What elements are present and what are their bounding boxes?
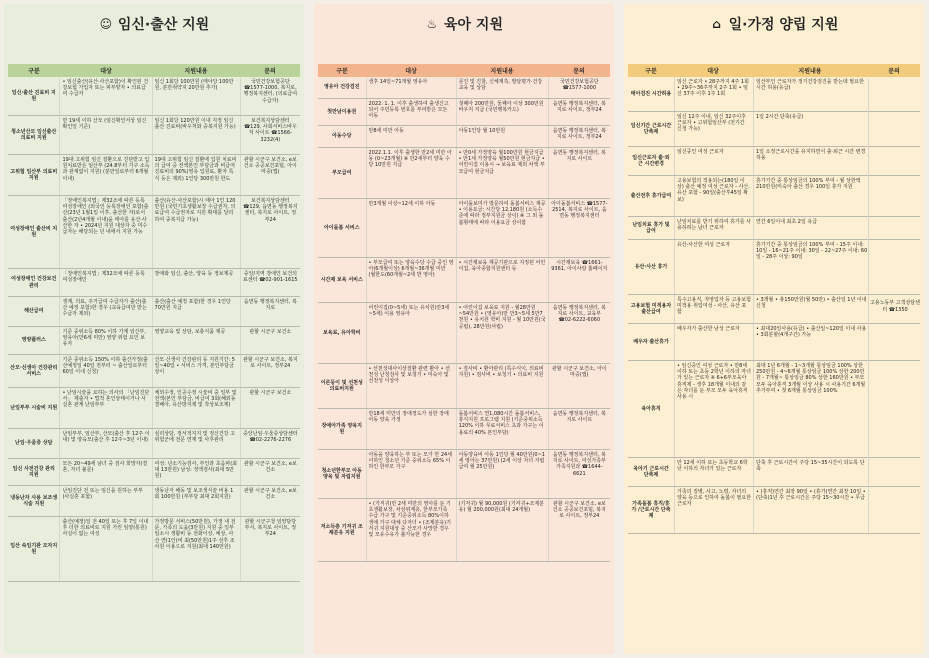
table-row bbox=[8, 269, 300, 297]
row-category: 냉동난자 사용 보조생식술 지원 bbox=[8, 486, 60, 516]
row-target: 가족의 질병, 사고, 노령, 자녀의 양육 등으로 인하여 돌봄이 필요한 근로자 bbox=[675, 487, 754, 533]
header-cell: 대상 bbox=[100, 68, 112, 75]
row-category: 출산전후 휴가급여 bbox=[628, 176, 675, 216]
panel-title bbox=[624, 4, 924, 44]
row-target: 만 19세 이하 산모 (임신확인서상 임신확인일 기준) bbox=[60, 116, 152, 154]
row-contact: 읍면동 행정복지센터, 복지로 사이트 bbox=[552, 150, 606, 163]
row-support: • 시간제보육 제공기관으로 지정된 어린이집, 육아종합지원센터 등 bbox=[457, 258, 549, 302]
row-support: 임신 1회당 100만원 (태아당 100만원, 분만취약지 20만원 추가) bbox=[153, 77, 241, 115]
row-support: 임산부인 근로자가 정기건강검진을 받는데 필요한 시간 허용(유급) bbox=[756, 79, 864, 92]
row-support: 체외수정, 인공수정 시술비 중 일부 및 전액(본인 부담금, 비급여 3회(해외동결배아, 유산방지제 및 착상보조제) bbox=[153, 388, 241, 428]
merged-contact: 고용노동부 고객상담센터 ☎1350 bbox=[868, 78, 921, 535]
table-row bbox=[318, 499, 610, 562]
row-contact: 국민건강보험공단 ☎1577-1000, 복지로, 행정복지센터, (의료급여 수급자) bbox=[243, 79, 298, 104]
row-target: 유산·사산한 여성 근로자 bbox=[675, 240, 754, 294]
row-target: • 선천성대사이상질환 관련 환아 • 선천성 난청검사 및 보청기 • 미숙아 및 선천성 이상아 bbox=[367, 364, 457, 408]
panel-title-text: 임신·출산 지원 bbox=[117, 17, 210, 33]
row-target: 기준 중위소득 80% 이하 가계 임산부, 영유아(만6세 미만) 영양 위험 요인 보유자 bbox=[60, 327, 152, 354]
row-category: 임신근로자 출·퇴근 시간변경 bbox=[628, 147, 675, 175]
row-target: 모든 20~49세 남녀 중 검사 희망자(결혼, 자녀 불문) bbox=[60, 459, 152, 485]
row-category: 난임부부 시술비 지원 bbox=[8, 388, 60, 428]
row-category: 육아기 근로시간 단축제 bbox=[628, 458, 675, 486]
row-category: 아이돌봄 서비스 bbox=[318, 199, 367, 257]
row-category: 임산 속임기관 모자지원 bbox=[8, 517, 60, 581]
panel-title-text: 일·가정 양립 지원 bbox=[728, 17, 839, 33]
row-target: • 부모급여 또는 양육수당 수급 중인 영아(6개월이상) 6개월~36개월 미만 (월한도(60개월~2세 반 영아) bbox=[367, 258, 457, 302]
row-support: (기저귀) 월 90,000원 (기저귀+조제분유) 월 200,000원(최대 24개월) bbox=[457, 499, 549, 561]
row-category: 장애아가족 양육지원 bbox=[318, 409, 367, 449]
table-header bbox=[8, 64, 300, 77]
row-support: • 어린이집 보육료 지원 - 월28만원~54만원 • (영유아)만 만3~5세 5만7천원 • 유치원 학비 지원 - 월 10만원(국공립), 28만원(사립) bbox=[457, 303, 549, 363]
row-contact: 중앙난임·우울증상담센터 ☎02-2276-2276 bbox=[242, 431, 298, 444]
row-target: 만18세 미만의 장애정도가 심한 장애아동 양육 가정 bbox=[367, 409, 457, 449]
row-support: 가정방문 서비스(50만원), 가정 내 전문, 가족의 도움(3만원) 지원 중 일부 임소시 생활비 등 전화이상, 예상, 사산 연(1인(비 최(50만원)1주 선후 조사원 이용으로 지원(최대 140만원) bbox=[153, 517, 241, 581]
row-contact: 보건복지상담센터 ☎129, 읍면동 행정복지센터, 복지로 사이트, 정부24 bbox=[243, 198, 298, 223]
row-category: 가족돌봄 휴직/휴가 /근로시간 단축제 bbox=[628, 487, 675, 533]
header-cell: 지원내용 bbox=[490, 68, 514, 75]
row-category: 배우자 출산휴가 bbox=[628, 324, 675, 360]
row-contact: 읍면동 행정복지센터, 복지로 사이트, 정부24 bbox=[552, 128, 606, 141]
row-support: 임신 1회당 120만원 이내 지정 임신출산 진료비(바우처와 중복지원 가능) bbox=[153, 116, 241, 154]
header-cell: 문의 bbox=[264, 68, 276, 75]
row-support: 출산(출산 예정 포함)한 경우 1인당 70만원 지급 bbox=[153, 297, 241, 326]
row-target: 생계, 의료, 주거급여 수급자가 출산(출산 예정 포함)한 경우 (교육급여만 받는 수급자 제외) bbox=[60, 297, 152, 326]
row-category: 청소년한부모 아동양육 및 자립지원 bbox=[318, 450, 367, 498]
row-support: 연간 6일이내 최초 2일 유급 bbox=[756, 219, 818, 225]
row-support: 산모·신생아 건강관리 등 지원기간: 5일~40일 • 서비스 가격, 본인부담금 상이 bbox=[153, 355, 241, 387]
row-target: 출산(예정)일 전 40일 또는 후 7일 이내 후 더한 의료비로 지원 가린 임양(통원) 사실이 없는 여성 bbox=[60, 517, 152, 581]
table-row bbox=[8, 486, 300, 517]
row-category: 고위험 임산부 의료비 지원 bbox=[8, 155, 60, 195]
row-support: 영양교육 및 상담, 보충식품 제공 bbox=[153, 327, 241, 354]
row-support: 단축 후 근로시간이 주당 15~35시간이 되도록 단축 bbox=[756, 460, 865, 473]
table-row bbox=[318, 77, 610, 99]
row-category: 난임치료 휴가 및 급여 bbox=[628, 217, 675, 239]
row-contact: 관할 시군구 보건소 bbox=[249, 390, 292, 396]
header-cell: 구분 bbox=[336, 68, 348, 75]
row-target: 19대 고위험 임신 질환으로 진단받고 입원치료받은 임산부 (24.8부터 기구 소득과 관계없이 지원) (분만일로부터 6개월 이내) bbox=[60, 155, 152, 195]
row-category: 보육료, 유아학비 bbox=[318, 303, 367, 363]
table-row bbox=[8, 155, 300, 196]
table-row bbox=[8, 459, 300, 486]
row-target: 2022. 1. 1. 이후 출생하여 출생신고 되어 주민등록 번호를 부여받은 모든 아동 bbox=[367, 99, 457, 125]
row-target: 2022.1.1. 이후 출생한 만2세 미만 아동 (0~23개월) ※ 만2세부터 양육 수당 10만원 지급 bbox=[367, 148, 457, 198]
row-support: 최대 1년 6개월 - 1~3개월 통상임금 100% 상한 250만원 - 4~6개월 통상임금 100% 상한 200만원 - 7개월~ 통상임금 80% 상한 160만원 • 부모 모두 육아휴직 3개월 이상 사용 시 사용기간 6개월 추가부여 • 첫 6개월 통상임금 100% bbox=[756, 363, 866, 394]
row-contact: 관할 시군구 보건소, e보건소 공공보건포털, 복지로 사이트, 정부24 bbox=[552, 501, 606, 520]
row-target: • 임신중인 여성 근로자 • 만8세 이하 또는 초등 2학년 이하의 자녀가 있는 근로자 ※ 6+6부모육아휴직제 - 생후 18개월 이내의 같은 자녀를 둔 부모 모두 육아휴직 사용 시 bbox=[675, 361, 754, 457]
row-support: 휴가기간 중 통상임금의 100% 부여 - 월 상한액 210만원(미숙아 출산 경우 100일 휴가 지원 bbox=[756, 178, 861, 191]
panel-work-family bbox=[624, 4, 924, 654]
row-target: 기준 중위소득 150% 이하 출산가정(출산예정일 40일 전부터 ~ 출산일로부터 60일 이내 신청) bbox=[60, 355, 152, 387]
table-row bbox=[8, 355, 300, 388]
row-contact: 읍면동 행정복지센터, 복지로 사이트, 정부24 bbox=[552, 101, 606, 114]
row-category: 첫만남이용권 bbox=[318, 99, 367, 125]
table-row bbox=[8, 196, 300, 269]
row-target: 어린이집(0~5세) 또는 유치원(만3세~5세) 이용 영유아 bbox=[367, 303, 457, 363]
row-support: 여성: 난소기능검사, 부인과 초음파(최대 13만원) 남성: 정액검사(최대 5만원) bbox=[153, 459, 241, 485]
header-cell: 문의 bbox=[573, 68, 585, 75]
row-target: 임신 12주 이내, 임신 32주이후 근로자 • 고위험임산부 (전기간 신청 가능) bbox=[675, 112, 754, 146]
row-target: • (기저귀)만 2세 미만의 영아를 둔 기초생활보장, 차상위계층, 한부모가족 수급 가구 및 기준중위소득 80%이하 생애 가구 대체 다자녀 • (조제분유)기저귀 지원대상 중 산모가 사망한 경우 및 모유수유가 불가능한 경우 bbox=[367, 499, 457, 561]
row-support: • 3개월 • 총150만원(월 50만) • 출산일 1년 이내 신청 bbox=[756, 297, 867, 310]
row-support: 1일 소정근로시간을 유지하면서 출·퇴근 시간 변경 허용 bbox=[756, 149, 866, 162]
row-category: 여성장애인 출산비 지원 bbox=[8, 196, 60, 268]
row-contact: 관할 시군구청 임양담당부서, 복지로 사이트, 정부24 bbox=[244, 519, 297, 538]
row-contact: 보건복지상담센터 ☎129, 사회서비스바우처 사이트 ☎1566-3232(4) bbox=[243, 118, 297, 143]
table-row bbox=[8, 297, 300, 327]
table-row bbox=[318, 199, 610, 258]
row-contact: 읍면동 행정복지센터, 복지로 사이트, 교육부 ☎02-6222-6060 bbox=[552, 305, 606, 324]
row-category: 육아휴직 bbox=[628, 361, 675, 457]
row-contact: 국민건강보험공단 ☎1577-1000 bbox=[559, 79, 599, 92]
row-category: 이른둥이 및 선천성 의료비지원 bbox=[318, 364, 367, 408]
row-support: • 만0세 가정양육 월100만원 현금지급 • 만1세 가정양육 월50만원 현금지급 • 어린이집 이용시 → 보육료 제외 차액 부모급여 현금지급 bbox=[457, 148, 549, 198]
table-header bbox=[628, 64, 920, 77]
row-category: 영양플러스 bbox=[8, 327, 60, 354]
row-target: 특수고용직, 자영업자 등 고용보험 미적용 취업여성 - 사산, 유산 포함 bbox=[675, 295, 754, 323]
row-category: 유산·사산 휴가 bbox=[628, 240, 675, 294]
row-contact: 관할 시군구 보건소, e보건소 bbox=[243, 488, 297, 501]
row-support: • 검사비 • 환아관리 (특수식이, 의료비 지원) • 검사비 • 보청기 • 의료비 지원 bbox=[457, 364, 549, 408]
row-target: 「장애인복지법」제32조에 따른 등록 여성장애인 bbox=[60, 269, 152, 296]
baby-bottle-icon: ♨ bbox=[426, 17, 438, 31]
row-support: 1일 2시간 단축(유급) bbox=[756, 114, 804, 120]
row-support: 19대 고위험 임신 질환에 입원 치료비의 급여 중 전액본인 부담금과 비급여 진료비의 90%(영유 입원료, 환자 특식 등은 제외) 1인당 300만원 한도 bbox=[153, 155, 241, 195]
header-cell: 지원내용 bbox=[184, 68, 208, 75]
row-category: 난임·우울증 상담 bbox=[8, 429, 60, 458]
header-cell: 대상 bbox=[405, 68, 417, 75]
row-category: 해산급여 bbox=[8, 297, 60, 326]
row-contact: 관할 시군구 보건소 bbox=[249, 329, 292, 335]
row-support: • (휴직)연간 최장 90일 • (휴가)연간 최장 10일 • (단축)1년 후 근로시간은 주당 15~30시간 • 무급 bbox=[756, 489, 866, 502]
row-target: 고용보험의 적용되는(180일 이상) 출산 예정 여성 근로자 - 사산, 유산 포함 - 90일(출산후45일 확보) bbox=[675, 176, 754, 216]
table-row bbox=[318, 99, 610, 126]
table-row bbox=[318, 303, 610, 364]
row-target: 「장애인복지법」제32조에 따른 등록 여성장애인 (외국인 등록장애인 포함)출산(23년 1월1일 이후, 출산한 자)로서 출산(2년4개월 이내)을 태아를 유산·사산한 자 • 2024년 지원 대상자 중 미수급자는 해당되는 년 내에서 지원 가능 bbox=[60, 196, 152, 268]
row-category: 태아검진 시간허용 bbox=[628, 77, 675, 111]
table-row bbox=[318, 409, 610, 450]
row-target: • 난임시술을 요하는 의사의 「난임진단서」 제출자 • 법적 혼인상태이거나 사실혼 관계 난임부부 bbox=[60, 388, 152, 428]
row-support: 장애와 임신, 출산, 양육 등 정보제공 bbox=[153, 269, 241, 296]
row-contact: 관할 시군구 보건소, 아이마중(앱) bbox=[551, 366, 607, 379]
panel-childcare bbox=[314, 4, 614, 654]
row-target: 아동을 양육하는 부 또는 모가 만 24세 이하인 청소년 기준 중위소득 65% 이하인 한부모 가구 bbox=[367, 450, 457, 498]
table-row bbox=[318, 126, 610, 148]
row-target: 배우자가 출산한 남성 근로자 bbox=[675, 324, 754, 360]
table-row bbox=[8, 388, 300, 429]
table-row bbox=[318, 450, 610, 499]
table-childcare bbox=[318, 64, 610, 562]
table-row bbox=[8, 517, 300, 582]
row-category: 고용보험 미적용자 출산급여 bbox=[628, 295, 675, 323]
table-row bbox=[8, 327, 300, 355]
row-support: 문진 및 진찰, 신체계측, 발달평가·건강교육 및 상담 bbox=[457, 77, 549, 98]
row-category: 아동수당 bbox=[318, 126, 367, 147]
table-row bbox=[318, 364, 610, 409]
row-category: 부모급여 bbox=[318, 148, 367, 198]
row-support: 휴가기간 중 통상임금의 100% 부여 - 15주 이내: 10일 - 16~21주 이내: 30일 - 22~27주 이내: 60일 - 28주 이상: 90일 bbox=[756, 242, 868, 261]
panel-pregnancy bbox=[4, 4, 304, 654]
row-support: • 최대20일사용(유급) • 출산일~120일 이내 사용 • 3회분할(4개구간) 가능 bbox=[756, 326, 867, 339]
header-cell: 지원내용 bbox=[798, 68, 822, 75]
row-contact: 읍면동 행정복지센터, 복지로 bbox=[243, 299, 297, 312]
row-category: 임신 사전건강 관리 지원 bbox=[8, 459, 60, 485]
table-header bbox=[318, 64, 610, 77]
row-contact: 아이돌봄서비스 ☎1577-2514, 복지로 사이트, 읍면동 행정복지센터 bbox=[551, 201, 608, 220]
table-row bbox=[8, 116, 300, 155]
header-cell: 구분 bbox=[645, 68, 657, 75]
panel-title bbox=[4, 4, 304, 44]
row-category: 임신·출산 진료비 지원 bbox=[8, 77, 60, 115]
row-support: 심리상담, 정서적지지 및 정신건강 고위험군에 전문 연계 및 사후관리 bbox=[153, 429, 241, 458]
row-category: 임신기간 근로시간 단축제 bbox=[628, 112, 675, 146]
row-category: 여성장애인 건강보건 관리 bbox=[8, 269, 60, 296]
panel-title bbox=[314, 4, 614, 44]
house-icon: ⌂ bbox=[712, 17, 721, 31]
row-target: 만3개월 이상~12세 이하 아동 bbox=[367, 199, 457, 257]
row-target: 난임치료를 받기 위하여 휴가를 사용하려는 남녀 근로자 bbox=[675, 217, 754, 239]
row-support: 아동1인당 월 10만원 bbox=[457, 126, 549, 147]
row-category: 시간제 보육 서비스 bbox=[318, 258, 367, 302]
row-category: 영유아 건강검진 bbox=[318, 77, 367, 98]
table-row bbox=[318, 258, 610, 303]
row-target: 만8세 미만 아동 bbox=[367, 126, 457, 147]
row-contact: 시간제보육 ☎1661-9361, 아이사랑 홈페이지 bbox=[551, 260, 608, 273]
row-target: 난임부부, 임산부, 산모(출산 후 12주 이내) 및 양육모(출산 후 12주~3년 이내) bbox=[60, 429, 152, 458]
row-support: 아동양육비 아동 1인당 월 40만원(0~1세 영아는 37만원) (2세 이상 자녀 자립급여 월 25만원) bbox=[457, 450, 549, 498]
header-cell: 대상 bbox=[707, 68, 719, 75]
table-pregnancy bbox=[8, 64, 300, 582]
row-target: • 임신출산(유산·사산포함)이 확인된 건강보험 가입자 또는 피부양자 • 의료급여 수급자 bbox=[60, 77, 152, 115]
row-target: 임신중인 여성 근로자 bbox=[675, 147, 754, 175]
row-contact: 중앙/지역 장애인 보건의료센터 ☎02-901-1615 bbox=[243, 271, 298, 284]
header-cell: 구분 bbox=[28, 68, 40, 75]
row-target: 생후 14일~71개월 영유아 bbox=[367, 77, 457, 98]
row-contact: 읍면동 행정복지센터, 복지로 사이트 bbox=[552, 411, 606, 424]
row-category: 저소득층 기저귀 조제분유 지원 bbox=[318, 499, 367, 561]
table-row bbox=[8, 429, 300, 459]
row-target: 만 12세 이하 또는 초등학교 6학년 이하의 자녀가 있는 근로자 bbox=[675, 458, 754, 486]
row-support: 냉동난자 해동 및 보조생식술 비용 1회 100만원 (부부당 최대 2회지원) bbox=[153, 486, 241, 516]
row-support: 돌봄서비스 연1,080시간 돌봄서비스, 휴식지원 프로그램 지원 (기준중위소득 120% 이하 무료서비스 초과 가구는 이용료의 40% 본인부담) bbox=[457, 409, 549, 449]
table-row bbox=[8, 77, 300, 116]
table-row bbox=[318, 148, 610, 199]
pregnant-icon: ☺ bbox=[99, 17, 113, 31]
row-support: 첫째아 200만원, 둘째아 이상 300만원 바우처 지급 (국민행복카드) bbox=[457, 99, 549, 125]
row-category: 청소년산모 임신출산 의료비 지원 bbox=[8, 116, 60, 154]
row-category: 산모·신생아 건강관리 서비스 bbox=[8, 355, 60, 387]
row-target: 난임진단 전 또는 임신을 원하는 부부(사실혼 포함) bbox=[60, 486, 152, 516]
row-target: 임신 근로자 • 28주까지 4주 1회 • 29주~36주까지 2주 1회 • 임신 37주 이후 1주 1회 bbox=[675, 77, 754, 111]
row-contact: 관할 시군구 보건소, e보건소 공공보건포털, 아이마중(앱) bbox=[243, 157, 297, 176]
row-support: 출산(유산·사산포함)시 태아 1인 120만원 (국민기초생활보장 수급권자, 의료급여 수급권자로 지원 확대를 달리하여 중복지급 가능) bbox=[153, 196, 241, 268]
header-cell: 문의 bbox=[888, 68, 900, 75]
row-support: 아이돌보미가 방문하여 돌봄서비스 제공 • 이용요금: 시간당 12,180원 (소득수준에 따라 정부지원금 상이) ※ 그 외 돌봄형태에 따라 이용요금 상이함 bbox=[457, 199, 549, 257]
panel-title-text: 육아 지원 bbox=[444, 17, 503, 33]
row-contact: 읍면동 행정복지센터, 복지로 사이트, 여성가족부 가족지원과 ☎1644-6621 bbox=[552, 452, 606, 477]
row-contact: 관할 시군구 보건소, 복지로 사이트, 정부24 bbox=[242, 357, 298, 370]
row-contact: 관할 시군구 보건소, e보건소 bbox=[243, 461, 297, 474]
table-work-family bbox=[628, 64, 920, 534]
